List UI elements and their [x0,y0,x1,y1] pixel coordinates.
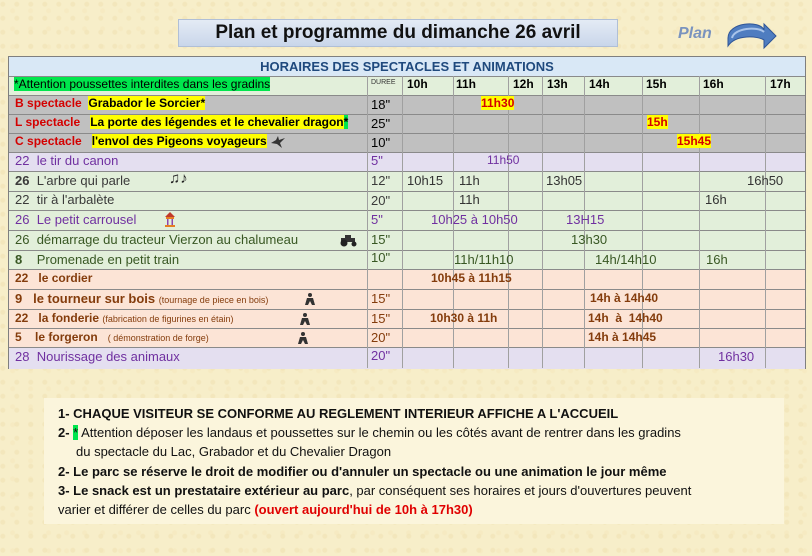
time-slot: 10h25 à 10h50 [431,212,518,227]
time-slot: 13h05 [546,173,583,188]
hour-header: 17h [770,77,791,91]
duree-header: DUREE [371,79,396,86]
show-name: L spectacle La porte des légendes et le chevalier dragon* [15,115,349,129]
activity-name: 22 tir à l'arbalète [15,192,115,207]
time-slot: 11h30 [481,96,515,110]
time-slot: 16h [706,252,728,267]
activity-name: 28 Nourissage des animaux [15,349,180,364]
table-row [9,152,805,171]
schedule-table [8,56,806,369]
activity-name: 22 la fonderie (fabrication de figurines en étain) [15,311,234,325]
note-2: 2- * Attention déposer les landaus et poussettes sur le chemin ou les côtés avant de rentrer dans les gradins [58,425,681,440]
pigeon-icon [270,135,286,149]
time-slot: 11h [459,173,480,188]
tractor-icon [339,233,359,247]
rules-notes [44,398,784,524]
activity-name: 9 le tourneur sur bois (tournage de piece en bois) [15,291,269,306]
schedule-heading: HORAIRES DES SPECTACLES ET ANIMATIONS [9,57,805,76]
plan-arrow-icon[interactable] [722,16,780,56]
time-slot: 13h30 [571,232,608,247]
time-slot: 14h à 14h45 [588,330,657,344]
duration: 20" [371,330,391,345]
activity-name: 26 L'arbre qui parle [15,173,131,188]
time-slot: 16h30 [718,349,755,364]
duration: 15" [371,232,391,247]
duration: 25" [371,116,391,131]
time-slot: 14h à 14h40 [588,311,663,325]
hour-header: 10h [407,77,428,91]
time-slot: 15h [647,115,668,129]
time-slot: 14h/14h10 [595,252,657,267]
plan-link[interactable]: Plan [678,25,712,42]
duration: 5" [371,212,383,227]
craftsman-icon [303,292,317,306]
activity-name: 5 le forgeron ( démonstration de forge) [15,330,209,344]
table-row [9,191,805,210]
time-slot: 13H15 [566,212,605,227]
time-slot: 10h45 à 11h15 [431,271,512,285]
hour-header: 16h [703,77,724,91]
duration: 10" [371,135,391,150]
craftsman-icon [296,331,310,345]
note-1: 1- CHAQUE VISITEUR SE CONFORME AU REGLEMENT INTERIEUR AFFICHE A L'ACCUEIL [58,406,619,421]
time-slot: 11h [459,192,480,207]
hour-header: 14h [589,77,610,91]
time-slot: 16h [705,192,727,207]
duration: 18" [371,97,391,112]
music-notes-icon: ♫♪ [169,170,188,187]
duration: 15" [371,311,391,326]
notice-strollers: *Attention poussettes interdites dans les gradins [14,77,271,91]
time-slot: 11h50 [487,153,520,167]
craftsman-icon [298,312,312,326]
carousel-icon [164,211,176,227]
note-3: 2- Le parc se réserve le droit de modifier ou d'annuler un spectacle ou une animation le jour même [58,464,667,479]
activity-name: 22 le tir du canon [15,153,119,168]
duration: 12" [371,173,391,188]
note-4: 3- Le snack est un prestataire extérieur au parc, par conséquent ses horaires et jours d'ouvertures peuvent [58,483,692,498]
show-name: B spectacle Grabador le Sorcier* [15,96,206,110]
time-slot: 16h50 [747,173,784,188]
time-slot: 10h15 [407,173,444,188]
duration: 15" [371,291,391,306]
show-name: C spectacle l'envol des Pigeons voyageurs [15,134,267,148]
time-slot: 14h à 14h40 [590,291,659,305]
hour-header: 13h [547,77,568,91]
time-slot: 15h45 [677,134,712,148]
page-title: Plan et programme du dimanche 26 avril [178,19,618,47]
activity-name: 22 le cordier [15,271,93,285]
activity-name: 26 Le petit carrousel [15,212,137,227]
hour-header: 11h [456,77,477,91]
hour-header: 12h [513,77,534,91]
time-slot: 11h/11h10 [454,252,514,267]
activity-name: 8 Promenade en petit train [15,252,180,267]
table-row [9,269,805,289]
duration: 20" [371,348,391,363]
duration: 5" [371,153,383,168]
duration: 10" [371,250,391,265]
activity-name: 26 démarrage du tracteur Vierzon au chalumeau [15,232,299,247]
note-4-cont: varier et différer de celles du parc (ouvert aujourd'hui de 10h à 17h30) [58,502,473,517]
duration: 20" [371,193,391,208]
hour-header: 15h [646,77,667,91]
time-slot: 10h30 à 11h [430,311,498,325]
note-2-cont: du spectacle du Lac, Grabador et du Chevalier Dragon [76,444,392,459]
